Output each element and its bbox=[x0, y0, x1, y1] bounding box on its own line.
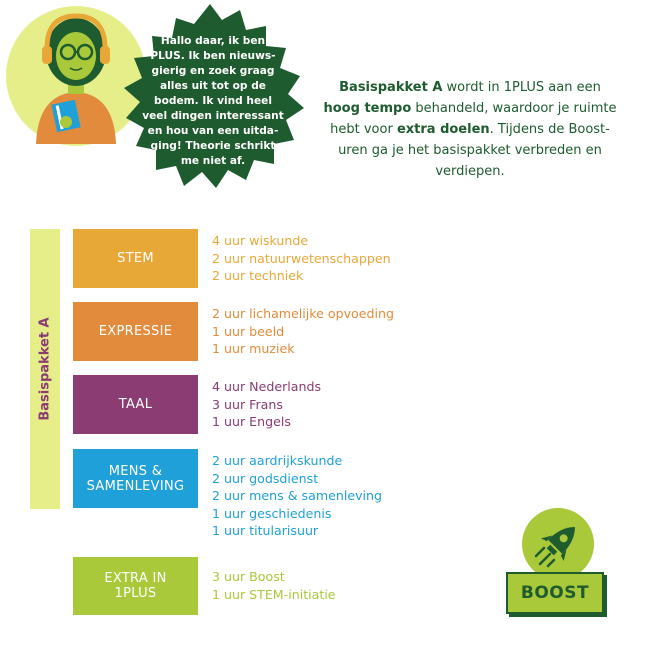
intro-bold-basispakket: Basispakket A bbox=[339, 80, 443, 95]
list-item: 2 uur aardrijkskunde bbox=[212, 453, 343, 468]
expressie-list bbox=[212, 305, 394, 358]
mens-samenleving-list bbox=[212, 452, 382, 540]
list-item: 1 uur muziek bbox=[212, 341, 295, 356]
list-item: 2 uur natuurwetenschappen bbox=[212, 250, 391, 266]
list-item: 4 uur wiskunde bbox=[212, 233, 309, 248]
list-item: 2 uur lichamelijke opvoeding bbox=[212, 306, 394, 321]
extra-list bbox=[212, 568, 336, 603]
intro-paragraph: Basispakket A wordt in 1PLUS aan een hoog tempo behandeld, waardoor je ruimte hebt voor extra doelen. Tijdens de Boost-uren ga je het basispakket verbreden en verdiepen. bbox=[323, 80, 617, 179]
list-item: 3 uur Frans bbox=[212, 396, 283, 412]
category-taal: TAAL bbox=[73, 375, 198, 434]
category-expressie: EXPRESSIE bbox=[73, 302, 198, 361]
basispakket-vertical-label: Basispakket A bbox=[37, 317, 53, 421]
boost-badge-circle bbox=[522, 508, 594, 580]
list-item: 1 uur titularisuur bbox=[212, 523, 319, 538]
list-item: 4 uur Nederlands bbox=[212, 379, 322, 394]
category-mens-samenleving: MENS & SAMENLEVING bbox=[73, 449, 198, 508]
list-item: 1 uur beeld bbox=[212, 323, 285, 339]
speech-bubble-text: Hallo daar, ik ben PLUS. Ik ben nieuws- gierig en zoek graag alles uit tot op de bodem. Ik vind heel veel dingen interessant en hou van een uitda- ging! Theorie schrikt me niet af. bbox=[142, 35, 284, 167]
rocket-icon bbox=[522, 508, 594, 580]
list-item: 2 uur godsdienst bbox=[212, 470, 319, 486]
taal-list bbox=[212, 378, 321, 431]
list-item: 1 uur geschiedenis bbox=[212, 505, 332, 521]
boost-badge-label: BOOST bbox=[506, 572, 604, 614]
category-extra-1plus: EXTRA IN 1PLUS bbox=[73, 557, 198, 615]
list-item: 1 uur Engels bbox=[212, 414, 291, 429]
list-item: 2 uur mens & samenleving bbox=[212, 488, 382, 503]
list-item: 3 uur Boost bbox=[212, 569, 285, 584]
list-item: 1 uur STEM-initiatie bbox=[212, 586, 336, 602]
list-item: 2 uur techniek bbox=[212, 268, 304, 283]
stem-list bbox=[212, 232, 391, 285]
category-stem: STEM bbox=[73, 229, 198, 288]
basispakket-side-bar bbox=[30, 229, 60, 509]
